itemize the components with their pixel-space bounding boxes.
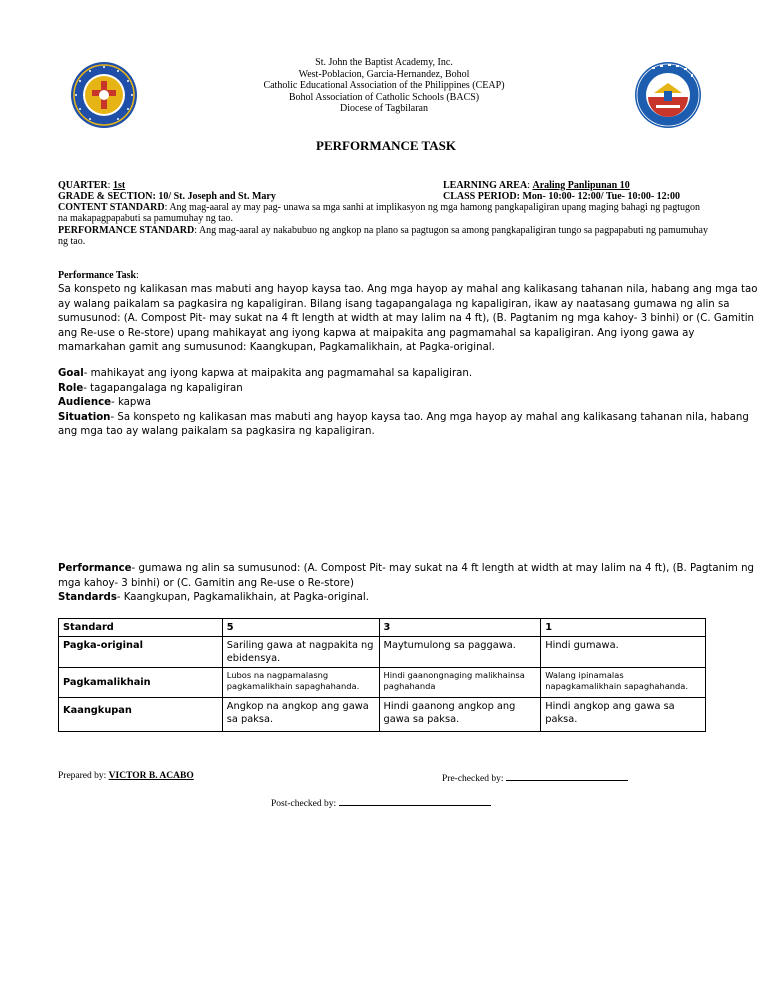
task-line: mamarkahan gamit ang sumusunod: Kaangkupan, Pagkamalikhain, at Pagka-original. [58, 342, 495, 353]
rubric-table [58, 618, 706, 732]
row-standard: Pagka-original [59, 637, 223, 668]
performance-task-label: Performance Task [58, 270, 137, 281]
cell-score-3: Hindi gaanongnaging malikhainsa paghahanda [379, 668, 541, 698]
goal-label: Goal [58, 368, 84, 379]
quarter-field: QUARTER: 1st [58, 180, 126, 191]
content-standard-label: CONTENT STANDARD [58, 202, 165, 213]
standards-row [58, 591, 754, 606]
performance-row-continued: mga kahoy- 3 binhi) or (C. Gamitin ang Re-use o Re-store) [58, 577, 354, 589]
column-header: 3 [379, 619, 541, 637]
post-checked-by [271, 796, 491, 809]
goal-text: - mahikayat ang iyong kapwa at maipakita ang pagmamahal sa kapaligiran. [83, 368, 473, 379]
table-row [59, 637, 706, 668]
performance-row [58, 562, 754, 577]
task-line: ang Re-use o Re-store) upang mahikayat ang iyong kapwa at maipakita ang pagmamahal sa kapaligiran. Ang iyong gawa ay [58, 327, 695, 339]
pre-checked-label: Pre-checked by: [442, 774, 504, 784]
class-period-label: CLASS PERIOD [443, 191, 517, 202]
situation-label: Situation [58, 411, 111, 423]
school-header [0, 57, 768, 115]
prepared-by-name: VICTOR B. ACABO [108, 771, 194, 781]
post-checked-label: Post-checked by: [271, 799, 337, 809]
cell-score-3: Hindi gaanong angkop ang gawa sa paksa. [379, 698, 541, 732]
role-label: Role [58, 382, 84, 394]
standards-label: Standards [58, 592, 117, 603]
content-standard: CONTENT STANDARD: Ang mag-aaral ay may pag- unawa sa mga sanhi at implikasyon ng mga hamong pangkapaligiran upang maging bahagi ng pagtugon na makapagpapabuti sa pamumuhay ng tao. [58, 202, 738, 224]
cell-score-3: Maytumulong sa paggawa. [379, 637, 541, 668]
performance-standards-block [58, 562, 754, 606]
performance-text: - gumawa ng alin sa sumusunod: (A. Compost Pit- may sukat na 4 ft length at width at may lalim na 4 ft), (B. Pagtanim ng [131, 563, 755, 574]
cell-score-5: Sariling gawa at nagpakita ng ebidensya. [222, 637, 379, 668]
role-row [58, 382, 749, 397]
cell-score-5: Lubos na nagpamalasng pagkamalikhain sapaghahanda. [222, 668, 379, 698]
task-line: ay walang paikalam sa pagkasira ng kapaligiran. Bilang isang tagapangalaga ng kapaligiran, ikaw ay naatasang gumawa ng alin sa [58, 298, 730, 310]
audience-text: - kapwa [111, 397, 151, 408]
goal-row [58, 367, 749, 382]
grade-section-field: GRADE & SECTION: 10/ St. Joseph and St. Mary [58, 191, 276, 202]
row-standard: Kaangkupan [59, 698, 223, 732]
post-checked-signature-line [339, 796, 491, 806]
table-row [59, 698, 706, 732]
performance-standard-line2: ng tao. [58, 236, 86, 247]
role-text: - tagapangalaga ng kapaligiran [83, 382, 243, 394]
pre-checked-by [442, 771, 628, 784]
cell-score-5: Angkop na angkop ang gawa sa paksa. [222, 698, 379, 732]
task-line: sumusunod: (A. Compost Pit- may sukat na 4 ft length at width at may lalim na 4 ft), (B. Pagtanim ng mga kahoy- 3 binhi) or (C. Gamitin [58, 313, 755, 324]
prepared-by [58, 771, 194, 781]
performance-label: Performance [58, 563, 132, 574]
audience-row [58, 396, 749, 411]
performance-task-heading: Performance Task: [58, 270, 139, 281]
grade-section-label: GRADE & SECTION [58, 191, 153, 202]
learning-area-field: LEARNING AREA: Araling Panlipunan 10 [443, 180, 630, 191]
situation-row-continued: ang mga tao ay walang paikalam sa pagkasira ng kapaligiran. [58, 426, 375, 437]
school-name: St. John the Baptist Academy, Inc. [315, 57, 453, 68]
column-header: 1 [541, 619, 706, 637]
learning-area-label: LEARNING AREA [443, 180, 528, 191]
row-standard: Pagkamalikhain [59, 668, 223, 698]
association-ceap: Catholic Educational Association of the Philippines (CEAP) [263, 80, 505, 92]
prepared-by-label: Prepared by: [58, 771, 107, 781]
grasps-block [58, 367, 749, 440]
performance-standard: PERFORMANCE STANDARD: Ang mag-aaral ay nakabubuo ng angkop na plano sa pagtugon sa among pangkapaligiran tungo sa pagpapabuti ng pamumuhay ng tao. [58, 225, 738, 247]
association-bacs: Bohol Association of Catholic Schools (BACS) [288, 91, 480, 103]
content-standard-line1: Ang mag-aaral ay may pag- unawa sa mga sanhi at implikasyon ng mga hamong pangkapaligiran upang maging bahagi ng pagtugon [169, 202, 701, 213]
page-title: PERFORMANCE TASK [316, 138, 456, 153]
school-address: West-Poblacion, Garcia-Hernandez, Bohol [298, 68, 470, 80]
cell-score-1: Walang ipinamalas napagkamalikhain sapaghahanda. [541, 668, 706, 698]
column-header: 5 [222, 619, 379, 637]
learning-area-value: Araling Panlipunan 10 [532, 180, 630, 191]
pre-checked-signature-line [506, 771, 628, 781]
performance-standard-label: PERFORMANCE STANDARD [58, 225, 195, 236]
column-header: Standard [59, 619, 223, 637]
situation-text: - Sa konspeto ng kalikasan mas mabuti ang hayop kaysa tao. Ang mga hayop ay mahal ang kalikasang tahanan nila, habang [110, 411, 749, 423]
cell-score-1: Hindi gumawa. [541, 637, 706, 668]
content-standard-line2: na makapagpapabuti sa pamumuhay ng tao. [58, 213, 233, 224]
quarter-value: 1st [112, 180, 126, 191]
grade-section-value: 10/ St. Joseph and St. Mary [158, 191, 276, 202]
audience-label: Audience [58, 397, 112, 408]
performance-standard-line1: Ang mag-aaral ay nakabubuo ng angkop na plano sa pagtugon sa among pangkapaligiran tungo sa pagpapabuti ng pamumuhay [198, 225, 708, 236]
class-period-value: Mon- 10:00- 12:00/ Tue- 10:00- 12:00 [522, 191, 680, 202]
task-line: Sa konspeto ng kalikasan mas mabuti ang hayop kaysa tao. Ang mga hayop ay mahal ang kalikasang tahanan nila, habang ang mga tao [58, 284, 758, 295]
cell-score-1: Hindi angkop ang gawa sa paksa. [541, 698, 706, 732]
diocese: Diocese of Tagbilaran [340, 103, 428, 115]
table-row [59, 668, 706, 698]
performance-task-text [58, 283, 757, 356]
class-period-field: CLASS PERIOD: Mon- 10:00- 12:00/ Tue- 10:00- 12:00 [443, 191, 680, 202]
rubric-header-row [59, 619, 706, 637]
situation-row [58, 411, 749, 426]
standards-text: - Kaangkupan, Pagkamalikhain, at Pagka-original. [116, 592, 369, 603]
quarter-label: QUARTER [58, 180, 108, 191]
